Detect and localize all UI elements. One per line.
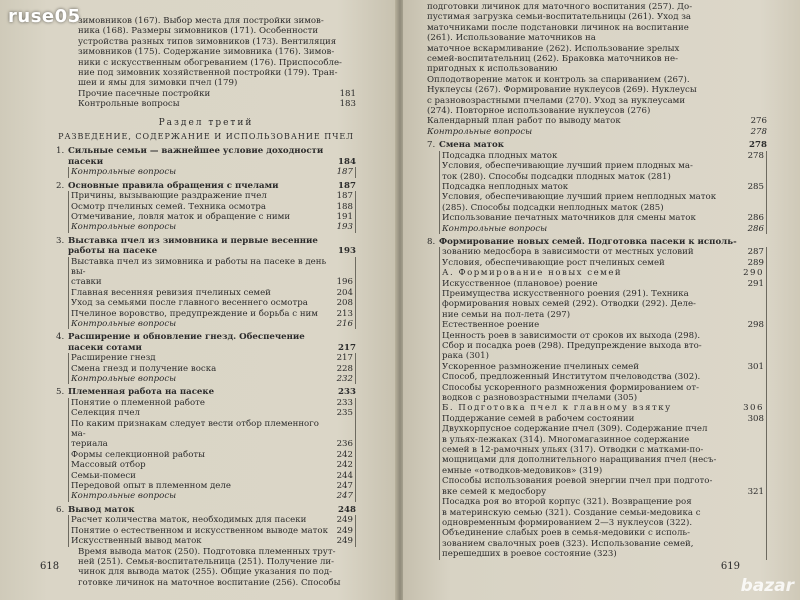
section-heading: Раздел третий — [158, 117, 254, 128]
toc-page-ref: 204 — [336, 287, 353, 298]
toc-entry-title: Объединение слабых роев в семья-медовики с исполь- — [442, 528, 691, 539]
toc-page-ref: 291 — [747, 278, 764, 289]
toc-page-ref: 242 — [336, 449, 353, 460]
continued-text-line: маточниками после подстановки личинок на воспитание — [427, 22, 689, 33]
toc-entry-title: Расширение и обновление гнезд. Обеспечение пасеки сотами — [68, 332, 305, 353]
toc-entry-title: Контрольные вопросы — [71, 167, 177, 178]
chapter-heading — [439, 140, 767, 150]
toc-subentry — [442, 182, 764, 192]
toc-subentry — [442, 455, 764, 465]
toc-entry-title: Использование печатных маточников для смены маток — [442, 213, 696, 224]
toc-entry-title: формирования новых семей (292). Отводки (292). Деле- — [442, 299, 696, 310]
toc-subentry — [71, 374, 353, 384]
toc-page-ref: 249 — [336, 536, 353, 547]
continued-text-line: чинок для вывода маток (255). Общие указания по под- — [78, 567, 333, 578]
toc-entry-title: Прочие пасечные постройки — [78, 88, 211, 99]
toc-page-ref: 193 — [338, 246, 356, 257]
toc-page-ref: 233 — [338, 387, 356, 398]
toc-page-ref: 188 — [336, 201, 353, 212]
toc-subentry — [71, 167, 353, 177]
toc-entry-title: Расчет количества маток, необходимых для пасеки — [71, 515, 307, 526]
toc-page-ref: 308 — [747, 413, 764, 424]
toc-entry-title: Смена гнезд и получение воска — [71, 363, 217, 374]
toc-entry-title: Уход за семьями после главного весеннего осмотра — [71, 298, 308, 309]
toc-entry-title: Контрольные вопросы — [427, 126, 533, 137]
section-title: РАЗВЕДЕНИЕ, СОДЕРЖАНИЕ И ИСПОЛЬЗОВАНИЕ ПЧЕЛ — [58, 132, 354, 142]
toc-subentry — [71, 212, 353, 222]
toc-entry-title: Условия, обеспечивающие лучший прием неплодных маток — [442, 192, 717, 203]
toc-entry-title: Понятие о племенной работе — [71, 397, 205, 408]
toc-subentry — [442, 279, 764, 289]
chapter-subentries — [68, 353, 356, 384]
toc-subentry — [442, 362, 764, 372]
toc-subentry — [71, 288, 353, 298]
toc-entry-title: Подсадка плодных маток — [442, 150, 558, 161]
toc-entry-title: Основные правила обращения с пчелами — [68, 180, 279, 191]
toc-page-ref: 196 — [336, 277, 353, 288]
continued-text-line: зимовников (175). Содержание зимовника (176). Зимов- — [78, 47, 335, 58]
toc-page-ref: 298 — [747, 320, 764, 331]
toc-subentry — [442, 403, 764, 413]
chapter-subentries — [68, 167, 356, 177]
toc-subentry — [71, 222, 353, 232]
toc-subentry — [442, 528, 764, 538]
toc-subentry — [442, 383, 764, 393]
toc-entry-title: Ускоренное размножение пчелиных семей — [442, 361, 639, 372]
toc-entry-title: Подсадка неплодных маток — [442, 181, 569, 192]
toc-page-ref: 232 — [336, 374, 353, 384]
toc-entry-title: семей в 12-рамочных ульях (317). Отводки с матками-по- — [442, 445, 704, 456]
chapter-heading — [68, 146, 356, 167]
continued-text-line: пригодных к использованию — [427, 64, 558, 75]
toc-subentry — [71, 353, 353, 363]
continued-text-line: (261). Использование маточников на — [427, 33, 596, 44]
toc-entry-title: По каким признакам следует вести отбор племенного ма- — [71, 418, 319, 440]
right-continued-block — [427, 2, 767, 137]
toc-subentry — [71, 319, 353, 329]
toc-subentry — [71, 257, 353, 278]
toc-entry-title: зованию медосбора в зависимости от местных условий — [442, 247, 694, 258]
toc-subentry — [442, 320, 764, 330]
toc-subentry — [71, 515, 353, 525]
chapter-subentries — [68, 257, 356, 330]
chapter-entry — [56, 332, 356, 384]
continued-text-line: пустимая загрузка семьи-воспитательницы (261). Уход за — [427, 12, 692, 23]
chapter-number: 2. — [56, 180, 65, 191]
left-tail-block — [56, 547, 356, 589]
toc-subentry — [442, 476, 764, 486]
chapter-subentries — [439, 247, 767, 559]
toc-page-ref: 187 — [336, 191, 353, 202]
toc-page-ref: 217 — [336, 353, 353, 364]
toc-subentry — [442, 445, 764, 455]
toc-entry-title: ток (280). Способы подсадки плодных маток (281) — [442, 171, 671, 182]
toc-entry-title: в материнскую семью (321). Создание семьи-медовика с — [442, 507, 701, 518]
toc-page-ref: 187 — [336, 167, 353, 178]
right-page — [403, 0, 800, 600]
toc-page-ref: 208 — [336, 298, 353, 309]
toc-subentry — [442, 539, 764, 549]
toc-entry-title: Передовой опыт в племенном деле — [71, 481, 231, 492]
toc-page-ref: 248 — [338, 504, 356, 515]
chapter-number: 1. — [56, 146, 65, 157]
toc-row — [78, 89, 356, 99]
left-page-number: 618 — [40, 561, 60, 572]
toc-entry-title: Способы использования роевой энергии пчел при подгото- — [442, 476, 713, 487]
continued-text-line: ней (251). Семья-воспитательница (251). Получение ли- — [78, 556, 335, 567]
site-logo: ruse05 — [8, 6, 81, 27]
toc-entry-title: Способ, предложенный Институтом пчеловодства (302). — [442, 372, 701, 383]
continued-text-line: ника (168). Размеры зимовников (171). Особенности — [78, 26, 319, 37]
toc-page-ref: 306 — [743, 403, 764, 414]
toc-entry-title: Племенная работа на пасеке — [68, 387, 215, 398]
right-page-number: 619 — [720, 561, 740, 572]
toc-subentry — [442, 351, 764, 361]
chapter-subentries — [68, 398, 356, 502]
continued-text-line: с разновозрастными пчелами (270). Уход за нуклеусами — [427, 95, 686, 106]
toc-page-ref: 242 — [336, 460, 353, 471]
continued-text-line: зимовников (167). Выбор места для постройки зимов- — [78, 16, 324, 26]
continued-text-line: Время вывода маток (250). Подготовка племенных трут- — [78, 546, 336, 557]
continued-text-line: готовке личинок на маточное воспитание (256). Способы — [78, 577, 341, 588]
toc-subentry — [71, 398, 353, 408]
toc-page-ref: 249 — [336, 525, 353, 536]
chapter-entry — [56, 505, 356, 547]
toc-page-ref: 235 — [336, 408, 353, 419]
left-continued-block — [56, 16, 356, 110]
toc-subentry — [442, 372, 764, 382]
toc-page-ref: 247 — [336, 481, 353, 492]
toc-entry-title: Контрольные вопросы — [71, 222, 177, 233]
toc-subentry — [442, 414, 764, 424]
toc-entry-title: ставки — [71, 277, 102, 288]
continued-text-line: маточное вскармливание (262). Использование зрелых — [427, 43, 680, 54]
toc-entry-title: перешедших в роевое состояние (323) — [442, 549, 617, 560]
continued-text-line: ние под зимовник хозяйственной постройки (179). Тран- — [78, 68, 338, 79]
toc-entry-title: Отмечивание, ловля маток и обращение с ними — [71, 211, 291, 222]
toc-entry-title: емные «отводков-медовиков» (319) — [442, 465, 603, 476]
toc-subentry — [71, 419, 353, 440]
toc-page-ref: 216 — [336, 318, 353, 329]
toc-entry-title: Селекция пчел — [71, 408, 140, 419]
toc-page-ref: 278 — [749, 140, 767, 151]
toc-entry-title: Поддержание семей в рабочем состоянии — [442, 413, 635, 424]
toc-entry-title: Контрольные вопросы — [78, 99, 180, 110]
chapter-heading — [68, 505, 356, 515]
continued-text-line: шеи и ямы для зимовки пчел (179) — [78, 78, 238, 89]
toc-page-ref: 193 — [336, 222, 353, 233]
toc-entry-title: Пчелиное воровство, предупреждение и борьба с ним — [71, 308, 318, 319]
chapter-number: 6. — [56, 504, 65, 515]
chapter-entry — [427, 140, 767, 234]
toc-entry-title: (285). Способы подсадки неплодных маток (285) — [442, 202, 664, 213]
toc-entry-title: Понятие о естественном и искусственном выводе маток — [71, 525, 328, 536]
toc-subentry — [71, 298, 353, 308]
toc-subentry — [442, 310, 764, 320]
toc-entry-title: рака (301) — [442, 351, 489, 362]
toc-entry-title: Контрольные вопросы — [71, 374, 177, 384]
toc-page-ref: 187 — [338, 180, 356, 191]
toc-subentry — [442, 435, 764, 445]
left-toc — [56, 16, 356, 588]
toc-row — [78, 99, 356, 109]
chapter-heading — [439, 237, 767, 247]
toc-entry-title: Контрольные вопросы — [71, 491, 177, 502]
continued-text-line: Нуклеусы (267). Формирование нуклеусов (269). Нуклеусы — [427, 85, 697, 96]
toc-page-ref: 191 — [336, 211, 353, 222]
toc-subentry — [71, 191, 353, 201]
toc-entry-title: Семьи-помеси — [71, 470, 136, 481]
toc-page-ref: 278 — [750, 126, 767, 137]
toc-entry-title: Контрольные вопросы — [71, 318, 177, 329]
toc-subentry — [442, 192, 764, 202]
toc-entry-title: Преимущества искусственного роения (291). Техника — [442, 288, 689, 299]
toc-entry-title: ние семьи на пол-лета (297) — [442, 309, 571, 320]
toc-subentry — [71, 309, 353, 319]
chapter-entry — [56, 236, 356, 330]
toc-subentry — [442, 224, 764, 234]
chapter-entry — [56, 387, 356, 501]
toc-subentry — [442, 497, 764, 507]
continued-text-line: подготовки личинок для маточного воспитания (257). До- — [427, 2, 693, 12]
toc-entry-title: Расширение гнезд — [71, 353, 156, 364]
toc-entry-title: одновременным формированием 2—3 нуклеусов (322). — [442, 517, 693, 528]
toc-entry-title: Календарный план работ по выводу маток — [427, 116, 621, 127]
toc-entry-title: Б. Подготовка пчел к главному взятку — [442, 403, 672, 414]
toc-entry-title: Главная весенняя ревизия пчелиных семей — [71, 287, 271, 298]
toc-entry-title: Осмотр пчелиных семей. Техника осмотра — [71, 201, 266, 212]
toc-subentry — [442, 161, 764, 171]
toc-subentry — [442, 289, 764, 299]
toc-entry-title: Искусственное (плановое) роение — [442, 278, 598, 289]
toc-subentry — [442, 466, 764, 476]
continued-text-line: ники с искусственным обогреванием (176). Приспособле- — [78, 57, 342, 68]
toc-subentry — [442, 331, 764, 341]
toc-subentry — [442, 203, 764, 213]
continued-text-line: семей-воспитательниц (262). Браковка маточников не- — [427, 54, 678, 65]
chapter-entry — [56, 146, 356, 177]
toc-page-ref: 247 — [336, 491, 353, 502]
toc-entry-title: Массовый отбор — [71, 460, 146, 471]
toc-subentry — [442, 299, 764, 309]
toc-page-ref: 183 — [339, 99, 356, 110]
chapter-heading — [68, 181, 356, 191]
toc-subentry — [442, 172, 764, 182]
toc-page-ref: 286 — [747, 213, 764, 224]
chapter-number: 3. — [56, 235, 65, 246]
toc-subentry — [71, 277, 353, 287]
toc-page-ref: 228 — [336, 363, 353, 374]
toc-subentry — [442, 268, 764, 278]
toc-subentry — [71, 491, 353, 501]
continued-text-line: Оплодотворение маток и контроль за спариванием (267). — [427, 74, 690, 85]
toc-entry-title: Посадка роя во второй корпус (321). Возвращение роя — [442, 497, 692, 508]
chapter-entry — [427, 237, 767, 560]
toc-row — [427, 116, 767, 126]
toc-page-ref: 290 — [743, 268, 764, 279]
toc-page-ref: 301 — [747, 361, 764, 372]
continued-text-line: (274). Повторное использование нуклеусов (276) — [427, 106, 651, 117]
toc-subentry — [442, 518, 764, 528]
toc-entry-title: Вывод маток — [68, 504, 135, 515]
toc-page-ref: 213 — [336, 308, 353, 319]
toc-subentry — [442, 508, 764, 518]
left-page — [0, 0, 397, 600]
toc-subentry — [71, 481, 353, 491]
watermark-logo: bazar — [740, 576, 794, 596]
toc-page-ref: 321 — [747, 486, 764, 497]
toc-entry-title: Ценность роев в зависимости от сроков их выхода (298). — [442, 330, 701, 341]
chapter-number: 8. — [427, 236, 436, 247]
toc-page-ref: 184 — [338, 156, 356, 167]
toc-subentry — [71, 536, 353, 546]
toc-subentry — [71, 439, 353, 449]
right-toc — [427, 2, 767, 560]
chapter-entry — [56, 181, 356, 233]
chapter-heading — [68, 387, 356, 397]
toc-page-ref: 233 — [336, 397, 353, 408]
toc-subentry — [71, 408, 353, 418]
toc-page-ref: 181 — [339, 88, 356, 99]
toc-entry-title: Смена маток — [439, 140, 504, 151]
toc-entry-title: в ульях-лежаках (314). Многомагазинное содержание — [442, 434, 690, 445]
toc-page-ref: 286 — [747, 223, 764, 234]
toc-subentry — [71, 460, 353, 470]
toc-entry-title: Контрольные вопросы — [442, 223, 548, 234]
toc-subentry — [71, 202, 353, 212]
chapter-subentries — [68, 191, 356, 233]
toc-page-ref: 289 — [747, 257, 764, 268]
toc-entry-title: Искусственный вывод маток — [71, 536, 202, 547]
toc-entry-title: Естественное роение — [442, 320, 540, 331]
toc-page-ref: 244 — [336, 470, 353, 481]
chapter-heading — [68, 332, 356, 353]
toc-entry-title: териала — [71, 439, 108, 450]
toc-row — [427, 127, 767, 137]
toc-page-ref: 278 — [747, 150, 764, 161]
toc-subentry — [71, 526, 353, 536]
toc-entry-title: Двухкорпусное содержание пчел (309). Содержание пчел — [442, 424, 708, 435]
toc-entry-title: Причины, вызывающие раздражение пчел — [71, 191, 267, 202]
toc-subentry — [442, 258, 764, 268]
toc-subentry — [442, 487, 764, 497]
toc-entry-title: Выставка пчел из зимовника и работы на пасеке в день вы- — [71, 256, 327, 277]
toc-subentry — [442, 341, 764, 351]
toc-entry-title: мощницами для дополнительного наращивания пчел (несъ- — [442, 455, 717, 466]
toc-entry-title: Сбор и посадка роев (298). Предупреждение выхода вто- — [442, 341, 702, 351]
toc-page-ref: 287 — [747, 247, 764, 258]
toc-entry-title: Сильные семьи — важнейшее условие доходности пасеки — [68, 146, 324, 167]
chapter-subentries — [68, 515, 356, 546]
toc-entry-title: вке семей к медосбору — [442, 486, 547, 497]
toc-subentry — [442, 247, 764, 257]
toc-subentry — [442, 549, 764, 559]
toc-entry-title: А. Формирование новых семей — [442, 268, 623, 279]
toc-page-ref: 236 — [336, 439, 353, 450]
toc-subentry — [71, 471, 353, 481]
toc-subentry — [442, 424, 764, 434]
chapter-number: 5. — [56, 387, 65, 398]
toc-entry-title: Условия, обеспечивающие рост пчелиных семей — [442, 257, 665, 268]
toc-entry-title: Формирование новых семей. Подготовка пасеки к исполь- — [439, 236, 737, 247]
toc-subentry — [71, 364, 353, 374]
toc-entry-title: Способы ускоренного размножения формированием от- — [442, 382, 699, 393]
toc-entry-title: Условия, обеспечивающие лучший прием плодных ма- — [442, 161, 693, 172]
toc-page-ref: 276 — [750, 116, 767, 127]
toc-subentry — [71, 450, 353, 460]
chapter-number: 7. — [427, 140, 436, 151]
toc-entry-title: зованием свалочных роев (323). Использование семей, — [442, 538, 694, 549]
toc-entry-title: Выставка пчел из зимовника и первые весенние работы на пасеке — [68, 235, 318, 257]
toc-entry-title: водков с разновозрастными пчелами (305) — [442, 393, 638, 404]
chapter-number: 4. — [56, 332, 65, 343]
toc-subentry — [442, 213, 764, 223]
chapter-subentries — [439, 151, 767, 234]
toc-subentry — [442, 393, 764, 403]
continued-text-line: устройства разных типов зимовников (173). Вентиляция — [78, 36, 337, 47]
toc-page-ref: 249 — [336, 515, 353, 526]
toc-entry-title: Формы селекционной работы — [71, 449, 205, 460]
chapter-heading — [68, 236, 356, 257]
toc-page-ref: 285 — [747, 181, 764, 192]
toc-subentry — [442, 151, 764, 161]
toc-page-ref: 217 — [338, 342, 356, 353]
